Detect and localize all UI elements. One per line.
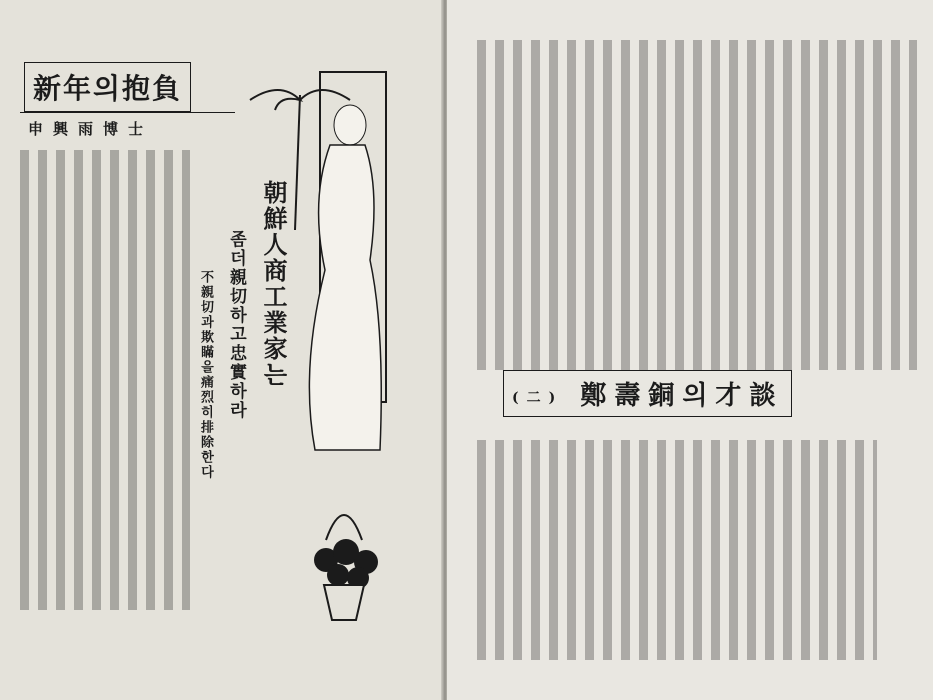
right-headline [503, 370, 792, 417]
left-headline: 新年의抱負 [24, 62, 191, 112]
left-byline: 申興雨博士 [28, 120, 154, 138]
left-body-text [20, 150, 190, 610]
left-title: 朝鮮人商工業家는 [259, 180, 288, 388]
byline-rule [20, 112, 235, 113]
left-subtitle: 좀더親切하고忠實하라 [226, 230, 246, 420]
right-top-body-text [477, 40, 917, 370]
right-bottom-body-text [477, 440, 877, 660]
left-tagline: 不親切과欺瞞을痛烈히排除한다 [198, 270, 213, 480]
series-mark: (二) [512, 390, 564, 406]
flower-basket-illustration [296, 490, 392, 630]
right-headline-text: 鄭壽銅의才談 [580, 381, 784, 411]
right-page [447, 0, 933, 700]
left-page [0, 0, 443, 700]
